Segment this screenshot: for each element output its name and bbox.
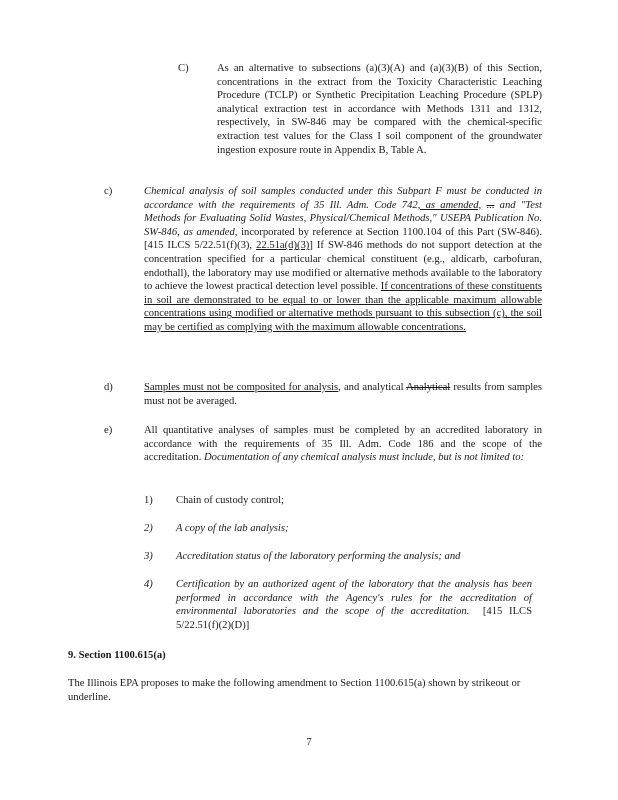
item-e-text [144,424,542,465]
subitem-3-text: Accreditation status of the laboratory performing the analysis; and [176,551,461,562]
subitem-4-body: Certification by an authorized agent of the laboratory that the analysis has been performed in accordance with the Agency's rules for the accreditation of environmental laboratories and the scope of the accreditation. [176,579,532,618]
item-c-label: c) [104,186,113,197]
subitem-4-text [176,578,532,632]
subitem-1-num: 1) [144,495,153,506]
subitem-4-cite: [415 ILCS 5/22.51(f)(2)(D)] [176,606,533,631]
item-d-struck-analytical: Analytical [406,382,451,393]
item-c-cite-added: 22.51a(d)(3) [256,240,310,252]
item-c-lead: Chemical analysis of soil samples conducted under this Subpart F must be conducted in accordance with the requirements of 35 Ill. Adm. Code 742 [144,186,542,211]
item-d-and-analytical: , and analytical [338,382,407,393]
subsection-c-text: As an alternative to subsections (a)(3)(A) and (a)(3)(B) of this Section, concentrations in the extract from the Toxicity Characteristic Leaching Procedure (TCLP) or Synthetic Precipitation Leaching Procedure (SPLP) analytical extraction test in accordance with Methods 1311 and 1312, respectively, in SW-846 may be compared with the chemical-specific extraction test values for the Class I soil component of the groundwater ingestion exposure route in Appendix B, Table A. [217,63,542,156]
subitem-4-num: 4) [144,579,153,590]
item-e-label: e) [104,425,113,436]
item-d-results: results from samples must not be averaged. [144,382,543,407]
item-e-lead: All quantitative analyses of samples must be completed by an accredited laboratory in accordance with the requirements of 35 Ill. Adm. Code 186 and the scope of the accreditation. [144,425,542,464]
item-c-added-sentence: If concentrations of these constituents in soil are demonstrated to be equal to or lower than the applicable maximum allowable concentrations using modified or alternative methods pursuant to this subsection (c), the soil may be certified as complying with the maximum allowable concentrations. [144,281,543,333]
item-c-incorporated: incorporated by reference at Section 1100.104 of this Part (SW-846). [415 ILCS 5/22.51(f)(3), [144,226,542,252]
item-c-struck: ... [486,199,495,211]
subitem-2-text: A copy of the lab analysis; [176,523,289,534]
item-c-detection: ] If SW-846 methods do not support detection at the concentration specified for a particular chemical constituent (e.g., aldicarb, carbofuran, endothall), the laboratory may use modified or alternative methods available to the laboratory to achieve the lowest practical detection level possible. [144,240,543,293]
subitem-3-num: 3) [144,551,153,562]
item-e-documentation: Documentation of any chemical analysis must include, but is not limited to: [204,452,525,464]
section-9-heading: 9. Section 1100.615(a) [68,650,166,661]
item-d-composited: must not be composited for analysis [179,382,339,393]
subitem-1-text: Chain of custody control; [176,495,284,506]
item-d-samples: Samples [144,382,180,393]
item-c-sw846: and "Test Methods for Evaluating Solid Wastes, Physical/Chemical Methods," USEPA Publication No. SW-846, as amended, [144,199,542,238]
section-9-text: The Illinois EPA proposes to make the following amendment to Section 1100.615(a) shown by strikeout or underline. [68,678,521,703]
subsection-c-label: C) [178,63,189,74]
page-number: 7 [306,737,312,748]
item-d-label: d) [104,382,113,393]
item-c-text [144,185,542,335]
subitem-2-num: 2) [144,523,153,534]
item-d-text [144,381,542,408]
item-c-as-amended: , as amended, [417,199,482,211]
